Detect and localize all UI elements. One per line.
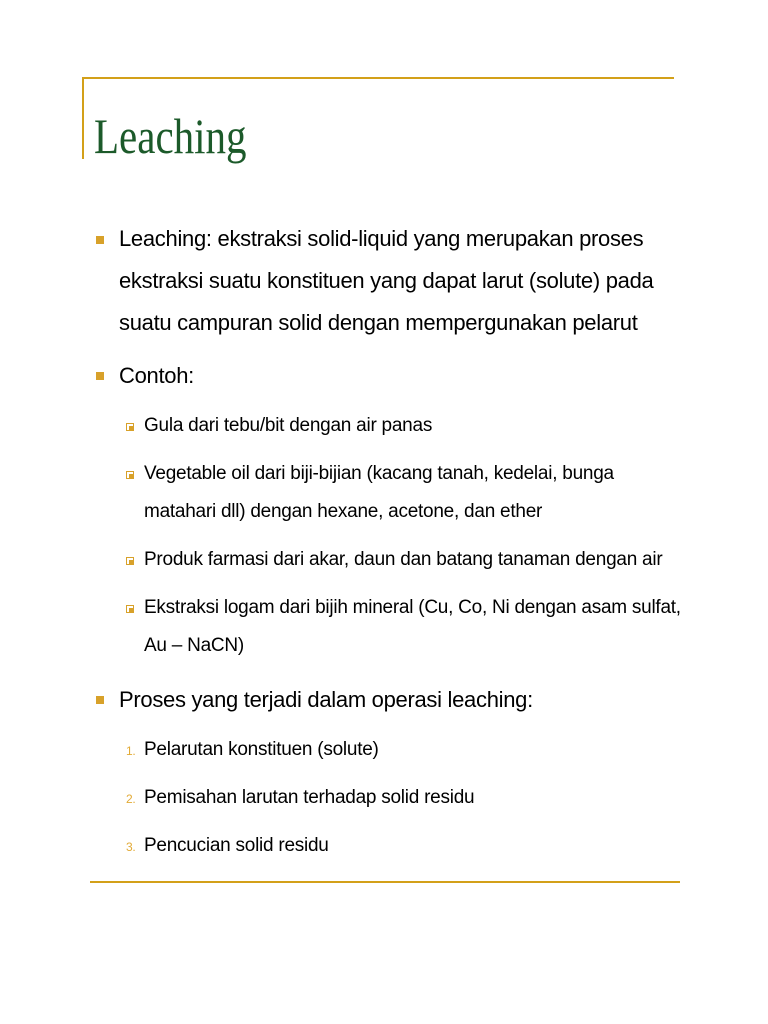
example-item-metal: [96, 589, 686, 665]
example-item-sugar: [96, 407, 686, 445]
example-item-pharma: [96, 541, 686, 579]
bullet-definition: [96, 218, 686, 344]
title-left-rule: [82, 77, 84, 159]
step-number: 1.: [126, 744, 136, 758]
step-number: 2.: [126, 792, 136, 806]
example-item-vegetable-oil: [96, 455, 686, 531]
example-item-metal-text: Ekstraksi logam dari bijih mineral (Cu, Co, Ni dengan asam sulfat, Au – NaCN): [144, 597, 681, 656]
square-bullet-icon: [96, 236, 104, 244]
example-item-pharma-text: Produk farmasi dari akar, daun dan batang tanaman dengan air: [144, 549, 663, 570]
title-top-rule: [84, 77, 674, 79]
square-bullet-icon: [96, 696, 104, 704]
process-step: [96, 731, 686, 769]
bullet-process: [96, 678, 686, 721]
hollow-square-bullet-icon: [126, 605, 134, 613]
step-text: Pemisahan larutan terhadap solid residu: [144, 787, 475, 808]
bullet-examples-text: Contoh:: [119, 363, 194, 388]
process-step: [96, 779, 686, 817]
slide-title: Leaching: [94, 108, 247, 164]
process-step: [96, 827, 686, 865]
bottom-rule: [90, 881, 680, 883]
hollow-square-bullet-icon: [126, 471, 134, 479]
step-text: Pelarutan konstituen (solute): [144, 739, 379, 760]
hollow-square-bullet-icon: [126, 423, 134, 431]
bullet-definition-text: Leaching: ekstraksi solid-liquid yang merupakan proses ekstraksi suatu konstituen yang dapat larut (solute) pada suatu campuran solid dengan mempergunakan pelarut: [119, 226, 654, 335]
square-bullet-icon: [96, 372, 104, 380]
example-item-vegetable-oil-text: Vegetable oil dari biji-bijian (kacang tanah, kedelai, bunga matahari dll) dengan hexane, acetone, dan ether: [144, 463, 614, 522]
bullet-process-text: Proses yang terjadi dalam operasi leaching:: [119, 687, 533, 712]
step-text: Pencucian solid residu: [144, 835, 329, 856]
example-item-sugar-text: Gula dari tebu/bit dengan air panas: [144, 415, 433, 436]
step-number: 3.: [126, 840, 136, 854]
hollow-square-bullet-icon: [126, 557, 134, 565]
slide-content: [96, 218, 686, 865]
bullet-examples: [96, 354, 686, 397]
